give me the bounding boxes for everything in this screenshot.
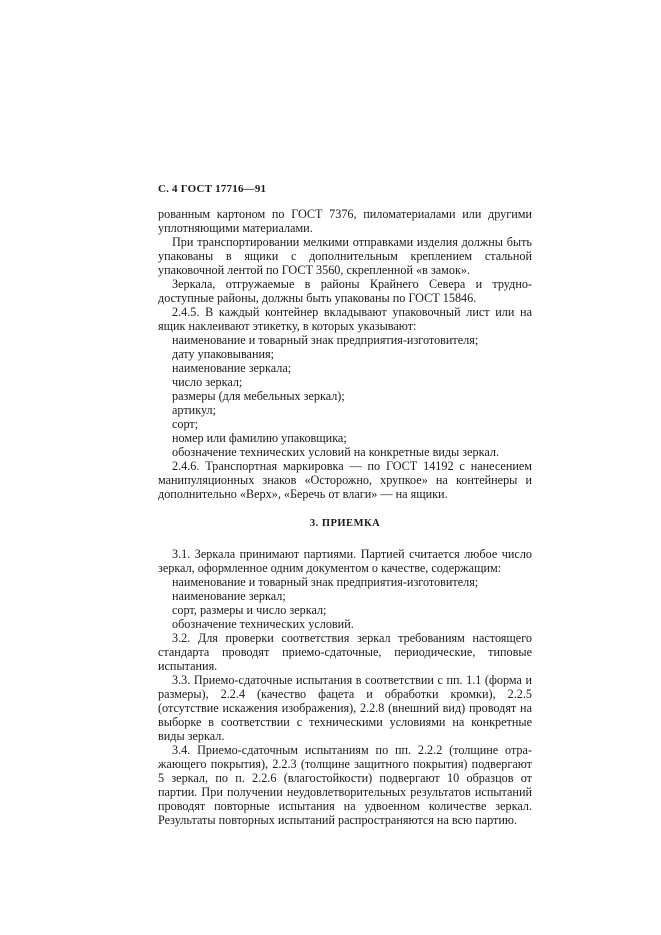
list-item: дату упаковывания;: [172, 347, 275, 361]
list-item: артикул;: [172, 403, 216, 417]
section-title: 3. ПРИЕМКА: [309, 518, 381, 529]
paragraph: 3.4. Приемо-сдаточным испытаниям по пп. 2.2.2 (толщине отражающего покрытия), 2.2.3 (толщине защитного покрытия) подвергают 5 зеркал, по п. 2.2.6 (влагостойкости) подвергают 10 образцов от партии. При получении неудовлетворительных результатов испытаний проводят повторные испытания на удвоенном количестве зеркал. Результаты повторных испытаний распространяются на всю партию.: [158, 743, 532, 827]
list-item: номер или фамилию упаковщика;: [172, 431, 347, 445]
paragraph: 3.1. Зеркала принимают партиями. Партией считается любое число зеркал, оформленное одним документом о качестве, содержащим:: [158, 547, 532, 575]
paragraph: рованным картоном по ГОСТ 7376, пиломатериалами или другими уплотняющими материалами.: [158, 207, 532, 235]
list-item: обозначение технических условий.: [172, 617, 354, 631]
list-item: обозначение технических условий на конкретные виды зеркал.: [172, 445, 499, 459]
paragraph: 3.3. Приемо-сдаточные испытания в соответствии с пп. 1.1 (форма и размеры), 2.2.4 (качество фацета и обработки кромки), 2.2.5 (отсутствие искажения изображения), 2.2.8 (внешний вид) проводят на выборке в соответствии с техническими условиями на конкретные виды зеркал.: [158, 673, 532, 743]
body-text: [158, 207, 532, 827]
packing-list: [158, 333, 532, 459]
paragraph: При транспортировании мелкими отправками изделия должны быть упакованы в ящики с дополнительным креплением стальной упаковочной лентой по ГОСТ 3560, скрепленной «в замок».: [158, 235, 532, 277]
list-item: число зеркал;: [172, 375, 243, 389]
paragraph: 2.4.5. В каждый контейнер вкладывают упаковочный лист или на ящик наклеивают этикетку, в которых указывают:: [158, 305, 532, 333]
document-contents-list: [158, 575, 532, 631]
list-item: сорт;: [172, 417, 199, 431]
paragraph: 2.4.6. Транспортная маркировка — по ГОСТ 14192 с нанесением манипуляционных знаков «Осторожно, хрупкое» на контейнеры и дополнительно «Верх», «Беречь от влаги» — на ящики.: [158, 459, 532, 501]
list-item: сорт, размеры и число зеркал;: [172, 603, 327, 617]
list-item: наименование и товарный знак предприятия-изготовителя;: [172, 575, 479, 589]
list-item: наименование и товарный знак предприятия-изготовителя;: [172, 333, 479, 347]
page-header: С. 4 ГОСТ 17716—91: [158, 183, 267, 195]
list-item: размеры (для мебельных зеркал);: [172, 389, 345, 403]
list-item: наименование зеркал;: [172, 589, 286, 603]
paragraph: 3.2. Для проверки соответствия зеркал требованиям настоящего стандарта проводят приемо-сдаточные, периодические, типовые испытания.: [158, 631, 532, 673]
paragraph: Зеркала, отгружаемые в районы Крайнего Севера и труднодоступные районы, должны быть упакованы по ГОСТ 15846.: [158, 277, 532, 305]
list-item: наименование зеркала;: [172, 361, 292, 375]
